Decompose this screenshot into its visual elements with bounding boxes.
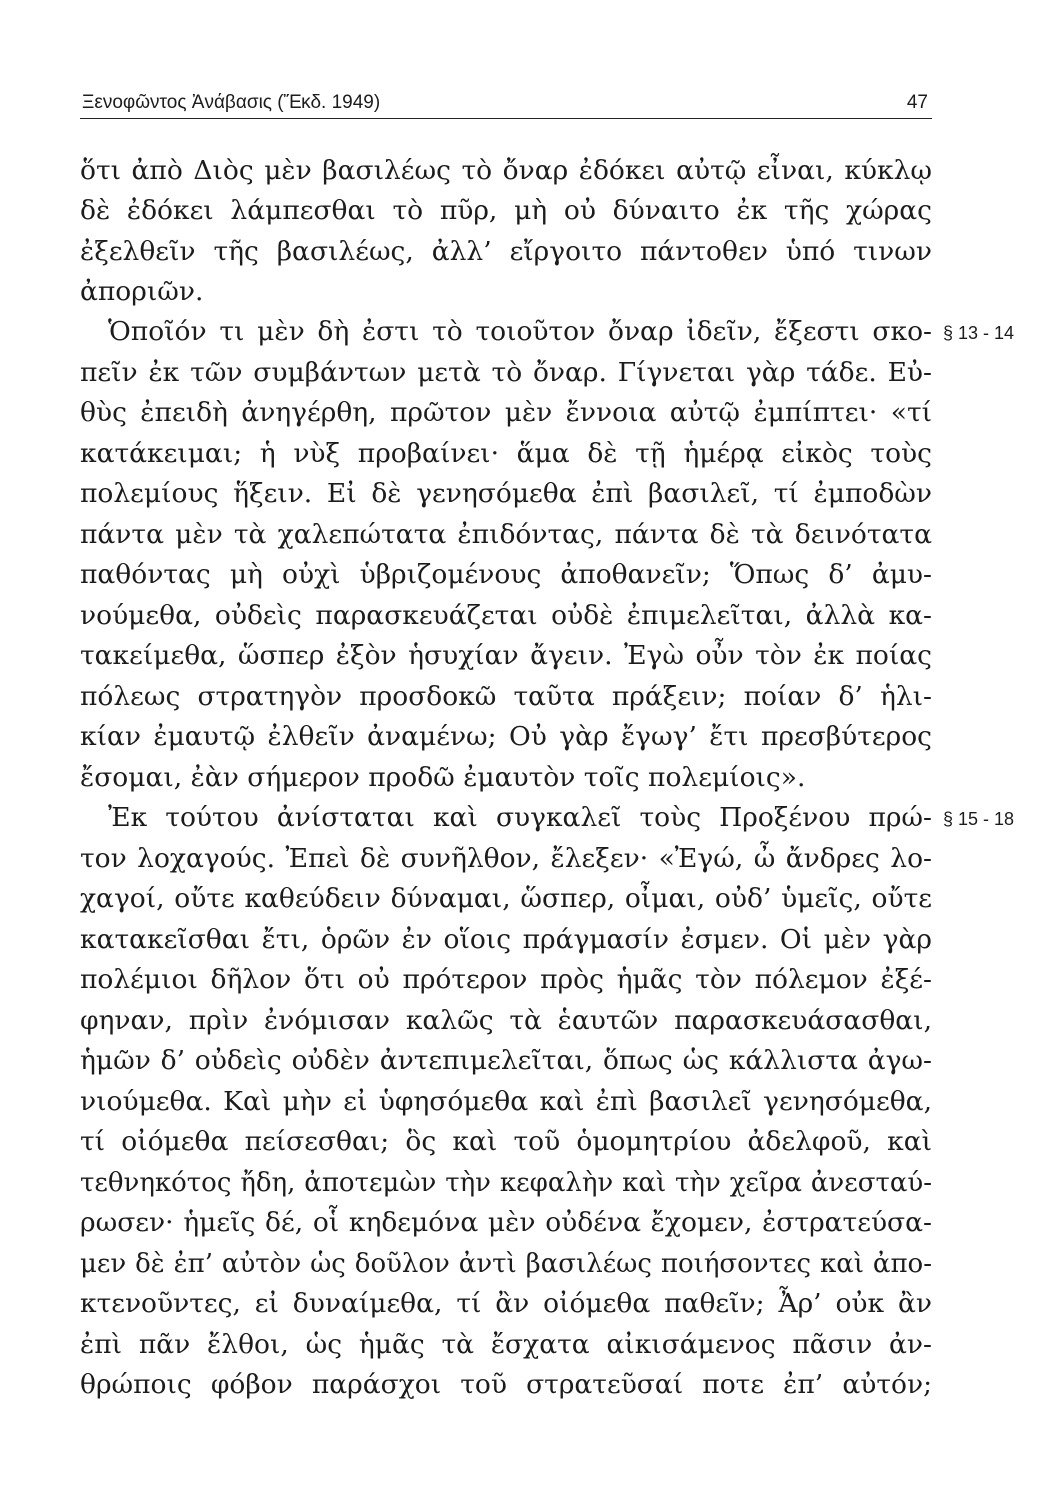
- text-line: ὅτι ἀπὸ Διὸς μὲν βασιλέως τὸ ὄναρ ἐδόκει αὐτῷ εἶναι, κύκλῳ: [80, 155, 932, 186]
- text-line: ἡμῶν δ’ οὐδεὶς οὐδὲν ἀντεπιμελεῖται, ὅπως ὡς κάλλιστα ἀγω-: [80, 1045, 932, 1076]
- running-header: [80, 88, 932, 119]
- text-line: τεθνηκότος ἤδη, ἀποτεμὼν τὴν κεφαλὴν καὶ τὴν χεῖρα ἀνεσταύ-: [80, 1168, 932, 1198]
- text-line: Ἐκ τούτου ἀνίσταται καὶ συγκαλεῖ τοὺς Προξένου πρώ-: [108, 802, 932, 833]
- text-line: δὲ ἐδόκει λάμπεσθαι τὸ πῦρ, μὴ οὐ δύναιτο ἐκ τῆς χώρας: [80, 195, 932, 226]
- text-line: θρώποις φόβον παράσχοι τοῦ στρατεῦσαί ποτε ἐπ’ αὐτόν;: [80, 1369, 932, 1400]
- text-line: ἔσομαι, ἐὰν σήμερον προδῶ ἐμαυτὸν τοῖς πολεμίοις».: [80, 762, 806, 793]
- text-line: νιούμεθα. Καὶ μὴν εἰ ὑφησόμεθα καὶ ἐπὶ βασιλεῖ γενησόμεθα,: [80, 1086, 932, 1117]
- text-line: ἐπὶ πᾶν ἔλθοι, ὡς ἡμᾶς τὰ ἔσχατα αἰκισάμενος πᾶσιν ἀν-: [80, 1329, 932, 1360]
- text-line: Ὁποῖόν τι μὲν δὴ ἐστι τὸ τοιοῦτον ὄναρ ἰδεῖν, ἔξεστι σκο-: [108, 316, 932, 347]
- text-line: φηναν, πρὶν ἐνόμισαν καλῶς τὰ ἑαυτῶν παρασκευάσασθαι,: [80, 1005, 932, 1036]
- margin-section-ref: § 13 - 14: [943, 323, 1015, 343]
- text-line: πολέμιοι δῆλον ὅτι οὐ πρότερον πρὸς ἡμᾶς τὸν πόλεμον ἐξέ-: [80, 964, 932, 995]
- text-line: πεῖν ἐκ τῶν συμβάντων μετὰ τὸ ὄναρ. Γίγνεται γὰρ τάδε. Εὐ-: [80, 357, 932, 388]
- page-number: 47: [906, 92, 928, 113]
- text-line: κατάκειμαι; ἡ νὺξ προβαίνει· ἅμα δὲ τῇ ἡμέρᾳ εἰκὸς τοὺς: [80, 438, 932, 469]
- text-line: πάντα μὲν τὰ χαλεπώτατα ἐπιδόντας, πάντα δὲ τὰ δεινότατα: [80, 519, 932, 550]
- text-line: τον λοχαγούς. Ἐπεὶ δὲ συνῆλθον, ἔλεξεν· «Ἐγώ, ὦ ἄνδρες λο-: [80, 843, 932, 874]
- text-line: παθόντας μὴ οὐχὶ ὑβριζομένους ἀποθανεῖν; Ὅπως δ’ ἀμυ-: [80, 559, 932, 590]
- text-line: ἀποριῶν.: [80, 276, 204, 307]
- text-line: κατακεῖσθαι ἔτι, ὁρῶν ἐν οἵοις πράγμασίν ἐσμεν. Οἱ μὲν γὰρ: [80, 924, 932, 955]
- text-line: κίαν ἐμαυτῷ ἐλθεῖν ἀναμένω; Οὐ γὰρ ἔγωγ’ ἔτι πρεσβύτερος: [80, 721, 932, 752]
- text-line: χαγοί, οὔτε καθεύδειν δύναμαι, ὥσπερ, οἶμαι, οὐδ’ ὑμεῖς, οὔτε: [80, 883, 932, 914]
- text-line: πόλεως στρατηγὸν προσδοκῶ ταῦτα πράξειν; ποίαν δ’ ἡλι-: [80, 681, 932, 712]
- text-line: πολεμίους ἥξειν. Εἰ δὲ γενησόμεθα ἐπὶ βασιλεῖ, τί ἐμποδὼν: [80, 478, 932, 509]
- text-line: ἐξελθεῖν τῆς βασιλέως, ἀλλ’ εἴργοιτο πάντοθεν ὑπό τινων: [80, 236, 932, 267]
- margin-section-ref: § 15 - 18: [943, 809, 1015, 829]
- text-line: ρωσεν· ἡμεῖς δέ, οἷ κηδεμόνα μὲν οὐδένα ἔχομεν, ἐστρατεύσα-: [80, 1207, 932, 1238]
- header-title: Ξενοφῶντος Ἀνάβασις (Ἔκδ. 1949): [82, 92, 381, 113]
- text-line: τακείμεθα, ὥσπερ ἐξὸν ἡσυχίαν ἄγειν. Ἐγὼ οὖν τὸν ἐκ ποίας: [80, 640, 932, 671]
- text-line: θὺς ἐπειδὴ ἀνηγέρθη, πρῶτον μὲν ἔννοια αὐτῷ ἐμπίπτει· «τί: [80, 397, 932, 428]
- text-line: μεν δὲ ἐπ’ αὐτὸν ὡς δοῦλον ἀντὶ βασιλέως ποιήσοντες καὶ ἀπο-: [80, 1249, 932, 1279]
- text-line: νούμεθα, οὐδεὶς παρασκευάζεται οὐδὲ ἐπιμελεῖται, ἀλλὰ κα-: [80, 600, 932, 631]
- text-line: κτενοῦντες, εἰ δυναίμεθα, τί ἂν οἰόμεθα παθεῖν; Ἆρ’ οὐκ ἂν: [80, 1288, 932, 1319]
- text-line: τί οἰόμεθα πείσεσθαι; ὃς καὶ τοῦ ὁμομητρίου ἀδελφοῦ, καὶ: [80, 1126, 932, 1157]
